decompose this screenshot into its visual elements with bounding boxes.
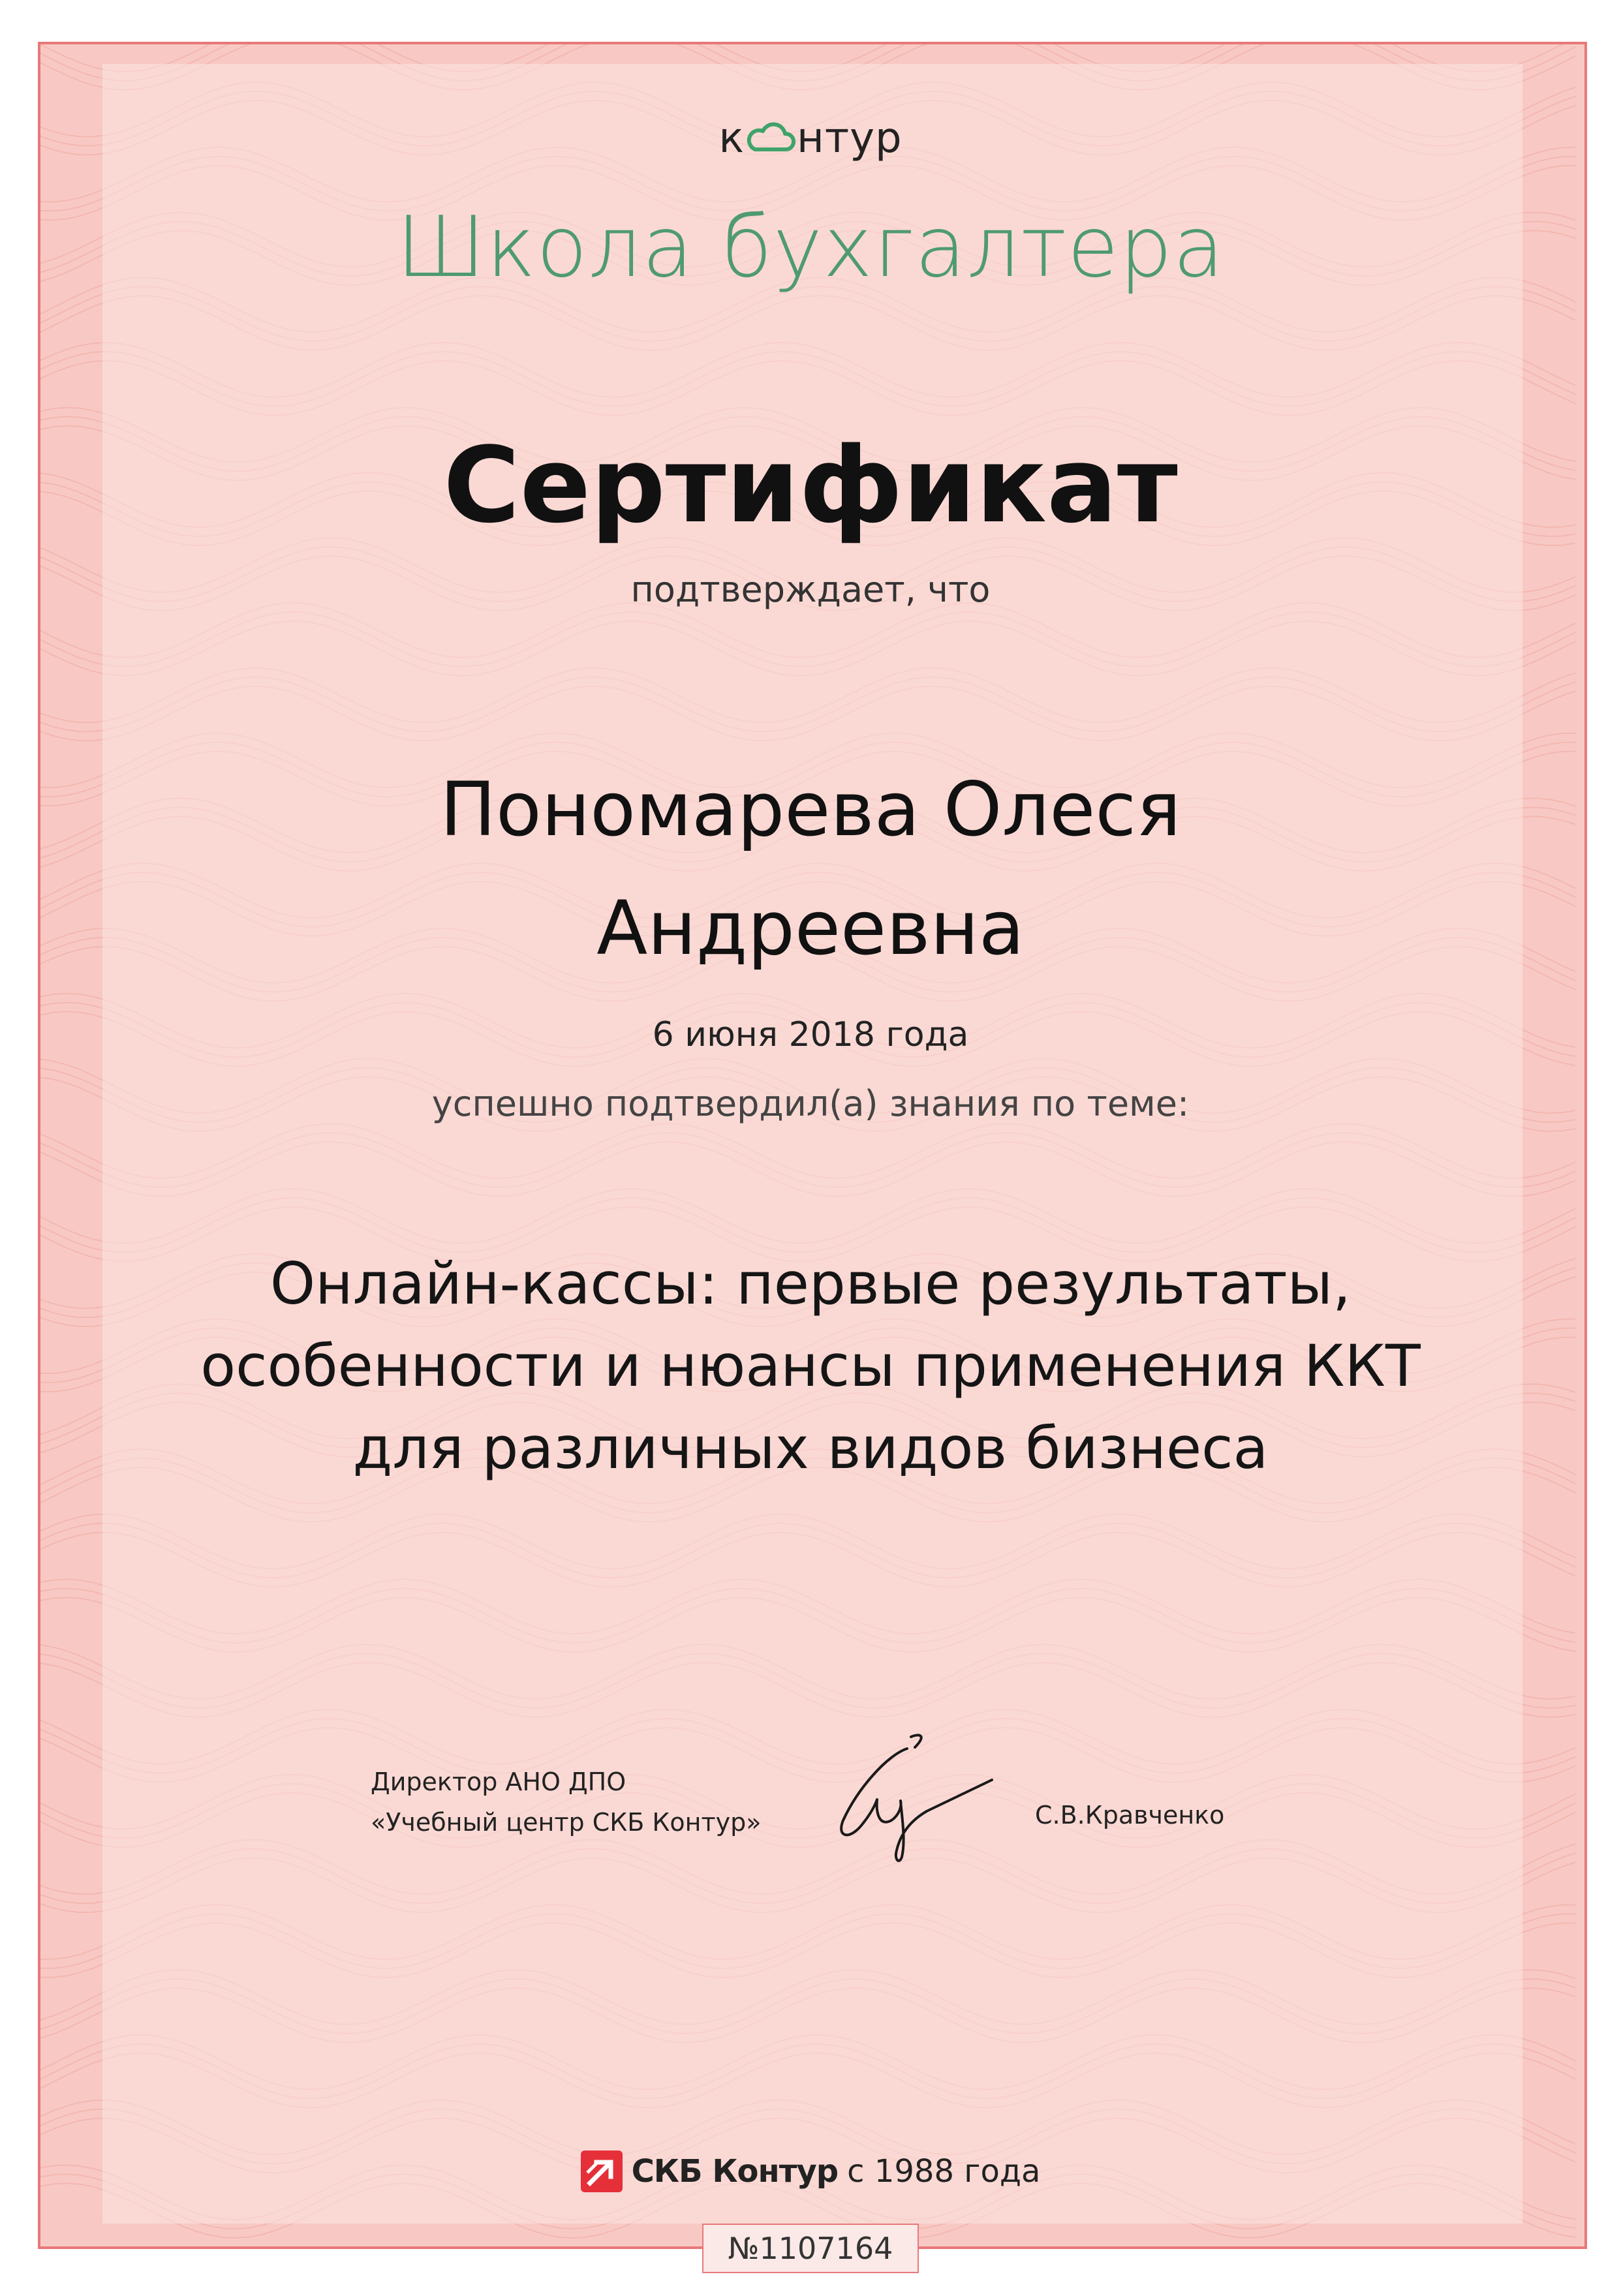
recipient-name-line2: Андреевна <box>596 885 1025 972</box>
school-title: Школа бухгалтера <box>396 199 1225 296</box>
signer-position <box>371 1762 761 1843</box>
handwritten-signature <box>829 1729 1005 1866</box>
position-line2: «Учебный центр СКБ Контур» <box>371 1808 762 1837</box>
skb-kontur-logo-icon <box>581 2151 623 2192</box>
success-text: успешно подтвердил(а) знания по теме: <box>431 1083 1190 1124</box>
company-since: с 1988 года <box>847 2153 1041 2190</box>
confirms-text: подтверждает, что <box>630 569 991 610</box>
signer-name: С.В.Кравченко <box>1035 1801 1225 1829</box>
course-topic <box>0 1243 1621 1490</box>
certificate-number: №1107164 <box>702 2224 919 2273</box>
footer-brand <box>0 2151 1621 2200</box>
inner-panel <box>102 64 1522 2224</box>
certificate-title: Сертификат <box>443 424 1178 546</box>
topic-line3: для различных видов бизнеса <box>352 1415 1269 1482</box>
cloud-icon <box>746 122 795 155</box>
recipient-name <box>0 750 1621 988</box>
company-name: СКБ Контур <box>631 2153 839 2190</box>
certificate-frame <box>38 42 1587 2249</box>
position-line1: Директор АНО ДПО <box>371 1768 626 1796</box>
logo-suffix: нтур <box>797 114 903 162</box>
recipient-name-line1: Пономарева Олеся <box>440 766 1181 853</box>
certificate-date: 6 июня 2018 года <box>652 1015 969 1054</box>
topic-line2: особенности и нюансы применения ККТ <box>200 1332 1421 1400</box>
kontur-logo <box>0 114 1621 186</box>
logo-prefix: к <box>718 114 745 162</box>
topic-line1: Онлайн-кассы: первые результаты, <box>270 1250 1351 1317</box>
